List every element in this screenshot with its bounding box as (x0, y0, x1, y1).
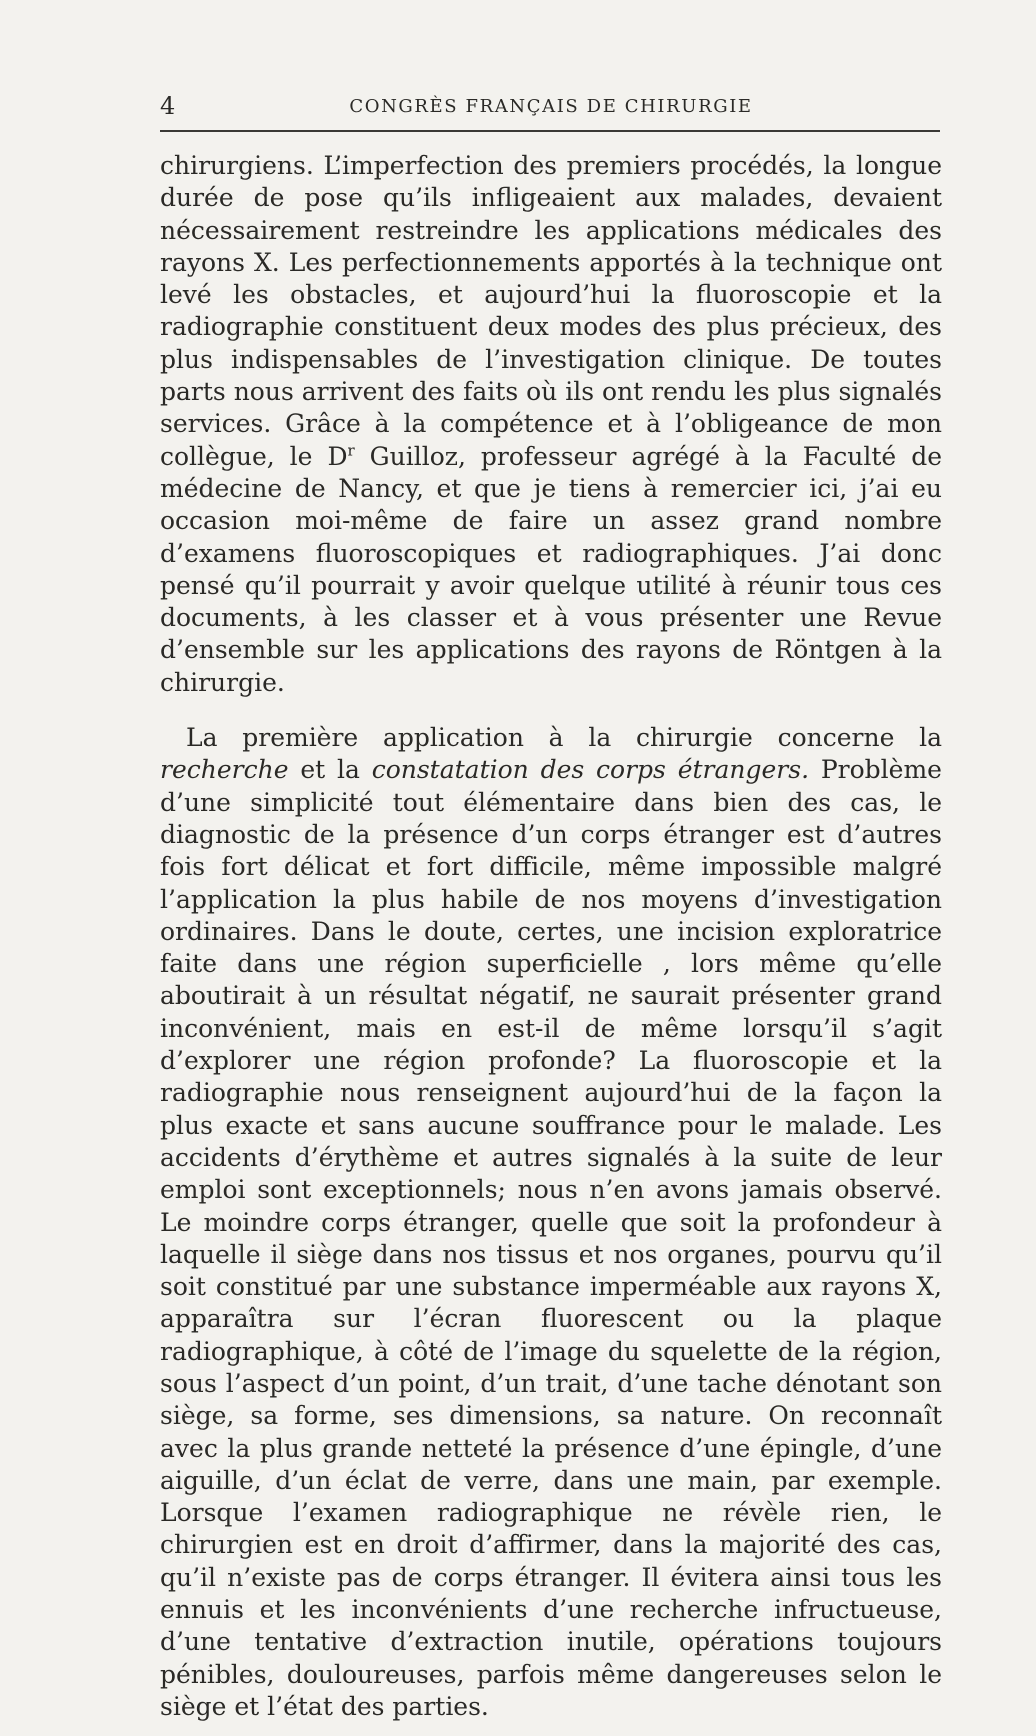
page-header (160, 92, 942, 128)
italic-constatation: constatation des corps étrangers. (371, 755, 810, 785)
italic-recherche: recherche (160, 755, 289, 785)
paragraph-1-text-a: chirurgiens. L’imperfection des premiers procédés, la longue durée de pose qu’ils infligeaient aux malades, devaient nécessairement restreindre les applications médicales des rayons X. Les perfectionnements apportés à la technique ont levé les obstacles, et aujourd’hui la fluoroscopie et la radiographie constituent deux modes des plus précieux, des plus indispensables de l’investigation clinique. De toutes parts nous arrivent des faits où ils ont rendu les plus signalés services. Grâce à la compétence et à l’obligeance de mon collègue, le D (160, 151, 942, 471)
paragraph-2-text-b: et la (288, 755, 372, 785)
paragraph-1 (160, 150, 942, 699)
doctor-abbrev-superscript: r (347, 441, 355, 460)
header-rule (160, 130, 940, 132)
paragraph-2-text-a: La première application à la chirurgie concerne la (186, 723, 942, 753)
body-text (160, 150, 942, 1723)
paragraph-2 (160, 722, 942, 1723)
paragraph-1-text-b: Guilloz, professeur agrégé à la Faculté de médecine de Nancy, et que je tiens à remercier ici, j’ai eu occasion moi-même de faire un assez grand nombre d’examens fluoroscopiques et radiographiques. J’ai donc pensé qu’il pourrait y avoir quelque utilité à réunir tous ces documents, à les classer et à vous présenter une Revue d’ensemble sur les applications des rayons de Röntgen à la chirurgie. (160, 441, 942, 697)
running-title: CONGRÈS FRANÇAIS DE CHIRURGIE (349, 96, 753, 117)
page-number: 4 (160, 92, 176, 120)
paragraph-2-text-c: Problème d’une simplicité tout élémentaire dans bien des cas, le diagnostic de la présence d’un corps étranger est d’autres fois fort délicat et fort difficile, même impossible malgré l’application la plus habile de nos moyens d’investigation ordinaires. Dans le doute, certes, une incision exploratrice faite dans une région superficielle , lors même qu’elle aboutirait à un résultat négatif, ne saurait présenter grand inconvénient, mais en est-il de même lorsqu’il s’agit d’explorer une région profonde? La fluoroscopie et la radiographie nous renseignent aujourd’hui de la façon la plus exacte et sans aucune souffrance pour le malade. Les accidents d’érythème et autres signalés à la suite de leur emploi sont exceptionnels; nous n’en avons jamais observé. Le moindre corps étranger, quelle que soit la profondeur à laquelle il siège dans nos tissus et nos organes, pourvu qu’il soit constitué par une substance imperméable aux rayons X, apparaîtra sur l’écran fluorescent ou la plaque radiographique, à côté de l’image du squelette de la région, sous l’aspect d’un point, d’un trait, d’une tache dénotant son siège, sa forme, ses dimensions, sa nature. On reconnaît avec la plus grande netteté la présence d’une épingle, d’une aiguille, d’un éclat de verre, dans une main, par exemple. Lorsque l’examen radiographique ne révèle rien, le chirurgien est en droit d’affirmer, dans la majorité des cas, qu’il n’existe pas de corps étranger. Il évitera ainsi tous les ennuis et les inconvénients d’une recherche infructueuse, d’une tentative d’extraction inutile, opérations toujours pénibles, douloureuses, parfois même dangereuses selon le siège et l’état des parties. (160, 755, 942, 1721)
